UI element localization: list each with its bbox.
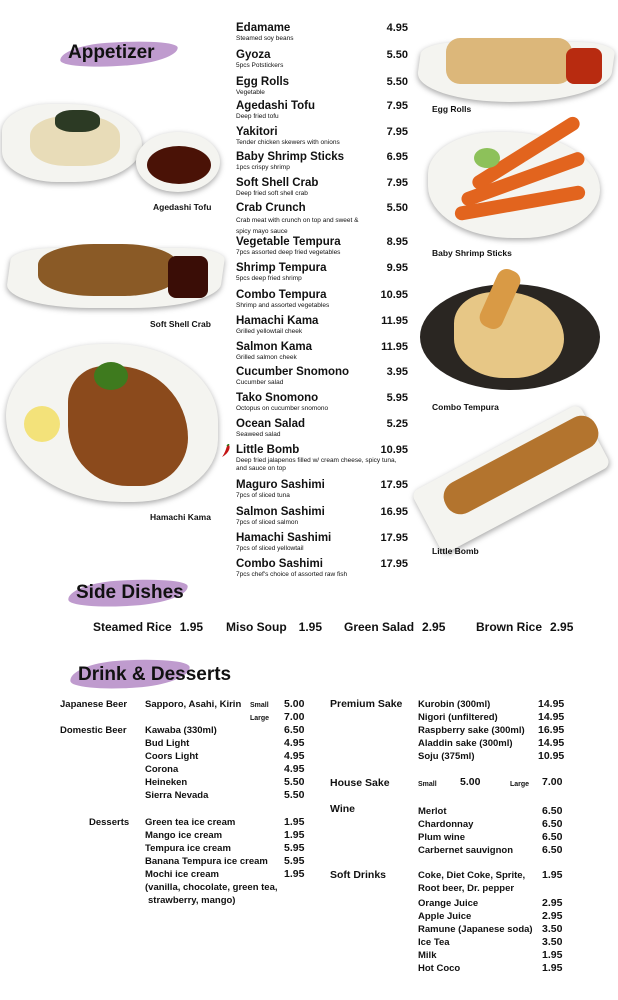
menu-item-tako-snomono: Tako Snomono Octopus on cucumber snomono 5.95 — [236, 392, 408, 412]
menu-item-salmon-kama: Salmon Kama Grilled salmon cheek 11.95 — [236, 341, 408, 361]
combo-tempura-photo — [420, 268, 600, 396]
domestic-beer-price: 5.50 — [284, 776, 305, 788]
drinks-heading: Drink & Desserts — [78, 664, 232, 685]
soft-drink-item: Orange Juice — [418, 898, 479, 909]
soft-drinks-first-price: 1.95 — [542, 869, 563, 881]
menu-item-ocean-salad: Ocean Salad Seaweed salad 5.25 — [236, 418, 408, 438]
domestic-beer-price: 6.50 — [284, 724, 305, 736]
menu-item-hamachi-sashimi: Hamachi Sashimi 7pcs of sliced yellowtail 17.95 — [236, 532, 408, 552]
dessert-item: Mochi ice cream — [145, 869, 219, 880]
house-sake-small-price: 5.00 — [460, 776, 481, 788]
premium-sake-price: 16.95 — [538, 724, 565, 736]
house-sake-small-label: Small — [418, 781, 437, 788]
domestic-beer-item: Kawaba (330ml) — [145, 725, 217, 736]
domestic-beer-price: 4.95 — [284, 750, 305, 762]
soft-drink-item: Ice Tea — [418, 937, 450, 948]
side-steamed-rice: Steamed Rice 1.95 — [93, 620, 204, 634]
domestic-beer-item: Coors Light — [145, 751, 199, 762]
domestic-beer-item: Corona — [145, 764, 179, 775]
wine-item: Carbernet sauvignon — [418, 845, 514, 856]
premium-sake-item: Raspberry sake (300ml) — [418, 725, 525, 736]
side-miso-soup: Miso Soup 1.95 — [226, 620, 323, 634]
little-bomb-caption: Little Bomb — [432, 546, 479, 556]
soft-drink-price: 1.95 — [542, 962, 563, 974]
baby-shrimp-sticks-caption: Baby Shrimp Sticks — [432, 248, 512, 258]
wine-item: Chardonnay — [418, 819, 474, 830]
japanese-beer-large-price: 7.00 — [284, 711, 305, 723]
house-sake-large-label: Large — [510, 781, 530, 788]
wine-price: 6.50 — [542, 844, 563, 856]
egg-rolls-caption: Egg Rolls — [432, 104, 472, 114]
domestic-beer-item: Bud Light — [145, 738, 190, 749]
dessert-item: Banana Tempura ice cream — [145, 856, 268, 867]
japanese-beer-large-label: Large — [250, 715, 270, 722]
soft-drink-item: Milk — [418, 950, 437, 961]
dessert-price: 1.95 — [284, 868, 305, 880]
soft-drink-item: Apple Juice — [418, 911, 472, 922]
japanese-beer-label: Japanese Beer — [60, 699, 128, 710]
menu-item-vegetable-tempura: Vegetable Tempura 7pcs assorted deep fried vegetables 8.95 — [236, 236, 408, 256]
soft-drinks-label: Soft Drinks — [330, 869, 387, 881]
egg-rolls-photo — [418, 34, 612, 104]
soft-drinks-first-line: Coke, Diet Coke, Sprite, — [418, 870, 526, 881]
menu-item-edamame: Edamame Steamed soy beans 4.95 — [236, 22, 408, 42]
soft-drink-item: Ramune (Japanese soda) — [418, 924, 533, 935]
mochi-note: (vanilla, chocolate, green tea, — [145, 882, 278, 893]
hamachi-kama-caption: Hamachi Kama — [150, 512, 211, 522]
menu-item-maguro-sashimi: Maguro Sashimi 7pcs of sliced tuna 17.95 — [236, 479, 408, 499]
soft-drink-price: 2.95 — [542, 910, 563, 922]
hamachi-kama-photo — [6, 344, 218, 502]
menu-item-hamachi-kama: Hamachi Kama Grilled yellowtail cheek 11.95 — [236, 315, 408, 335]
menu-item-little-bomb: Little Bomb Deep fried jalapenos filled w/ cream cheese, spicy tuna, and sauce on top 10.95 — [236, 444, 408, 472]
dessert-item: Mango ice cream — [145, 830, 223, 841]
agedashi-tofu-photo — [0, 98, 226, 198]
premium-sake-price: 14.95 — [538, 711, 565, 723]
soft-drink-item: Hot Coco — [418, 963, 461, 974]
menu-item-shrimp-tempura: Shrimp Tempura 5pcs deep fried shrimp 9.95 — [236, 262, 408, 282]
premium-sake-price: 10.95 — [538, 750, 565, 762]
wine-item: Plum wine — [418, 832, 465, 843]
soft-drinks-second-line: Root beer, Dr. pepper — [418, 883, 515, 894]
premium-sake-price: 14.95 — [538, 737, 565, 749]
dessert-item: Tempura ice cream — [145, 843, 231, 854]
domestic-beer-item: Heineken — [145, 777, 188, 788]
appetizer-heading: Appetizer — [68, 42, 155, 63]
menu-item-crab-crunch: Crab Crunch Crab meat with crunch on top and sweet & spicy mayo sauce 5.50 — [236, 202, 408, 235]
dessert-price: 5.95 — [284, 842, 305, 854]
agedashi-tofu-caption: Agedashi Tofu — [153, 202, 212, 212]
domestic-beer-price: 4.95 — [284, 763, 305, 775]
premium-sake-item: Kurobin (300ml) — [418, 699, 491, 710]
soft-drink-price: 3.50 — [542, 923, 563, 935]
premium-sake-item: Aladdin sake (300ml) — [418, 738, 513, 749]
japanese-beer-small-label: Small — [250, 702, 269, 709]
domestic-beer-item: Sierra Nevada — [145, 790, 209, 801]
side-brown-rice: Brown Rice 2.95 — [476, 620, 574, 634]
menu-item-cucumber-snomono: Cucumber Snomono Cucumber salad 3.95 — [236, 366, 408, 386]
house-sake-label: House Sake — [330, 777, 390, 789]
little-bomb-photo — [414, 404, 610, 544]
soft-shell-crab-caption: Soft Shell Crab — [150, 319, 211, 329]
japanese-beer-small-price: 5.00 — [284, 698, 305, 710]
dessert-price: 1.95 — [284, 816, 305, 828]
menu-item-egg-rolls: Egg Rolls Vegetable 5.50 — [236, 76, 408, 96]
desserts-label: Desserts — [89, 817, 130, 828]
soft-shell-crab-photo — [8, 236, 222, 314]
menu-item-combo-tempura: Combo Tempura Shrimp and assorted vegetables 10.95 — [236, 289, 408, 309]
dessert-item: Green tea ice cream — [145, 817, 236, 828]
side-green-salad: Green Salad 2.95 — [344, 620, 446, 634]
soft-drink-price: 3.50 — [542, 936, 563, 948]
menu-item-combo-sashimi: Combo Sashimi 7pcs chef's choice of assorted raw fish 17.95 — [236, 558, 408, 578]
japanese-beer-items: Sapporo, Asahi, Kirin — [145, 699, 242, 710]
domestic-beer-label: Domestic Beer — [60, 725, 127, 736]
menu-item-gyoza: Gyoza 5pcs Potstickers 5.50 — [236, 49, 408, 69]
house-sake-large-price: 7.00 — [542, 776, 563, 788]
premium-sake-label: Premium Sake — [330, 698, 403, 710]
wine-label: Wine — [330, 803, 355, 815]
dessert-price: 1.95 — [284, 829, 305, 841]
chili-pepper-icon — [220, 444, 232, 458]
menu-item-baby-shrimp-sticks: Baby Shrimp Sticks 1pcs crispy shrimp 6.95 — [236, 151, 408, 171]
wine-price: 6.50 — [542, 818, 563, 830]
wine-price: 6.50 — [542, 831, 563, 843]
soft-drink-price: 2.95 — [542, 897, 563, 909]
dessert-price: 5.95 — [284, 855, 305, 867]
menu-item-yakitori: Yakitori Tender chicken skewers with onions 7.95 — [236, 126, 408, 146]
premium-sake-price: 14.95 — [538, 698, 565, 710]
domestic-beer-price: 5.50 — [284, 789, 305, 801]
wine-price: 6.50 — [542, 805, 563, 817]
wine-item: Merlot — [418, 806, 447, 817]
mochi-note: strawberry, mango) — [148, 895, 236, 906]
baby-shrimp-sticks-photo — [428, 130, 600, 240]
menu-item-soft-shell-crab: Soft Shell Crab Deep fried soft shell crab 7.95 — [236, 177, 408, 197]
menu-item-salmon-sashimi: Salmon Sashimi 7pcs of sliced salmon 16.95 — [236, 506, 408, 526]
side-dishes-heading: Side Dishes — [76, 582, 184, 603]
premium-sake-item: Soju (375ml) — [418, 751, 475, 762]
menu-item-agedashi-tofu: Agedashi Tofu Deep fried tofu 7.95 — [236, 100, 408, 120]
premium-sake-item: Nigori (unfiltered) — [418, 712, 498, 723]
soft-drink-price: 1.95 — [542, 949, 563, 961]
domestic-beer-price: 4.95 — [284, 737, 305, 749]
combo-tempura-caption: Combo Tempura — [432, 402, 499, 412]
